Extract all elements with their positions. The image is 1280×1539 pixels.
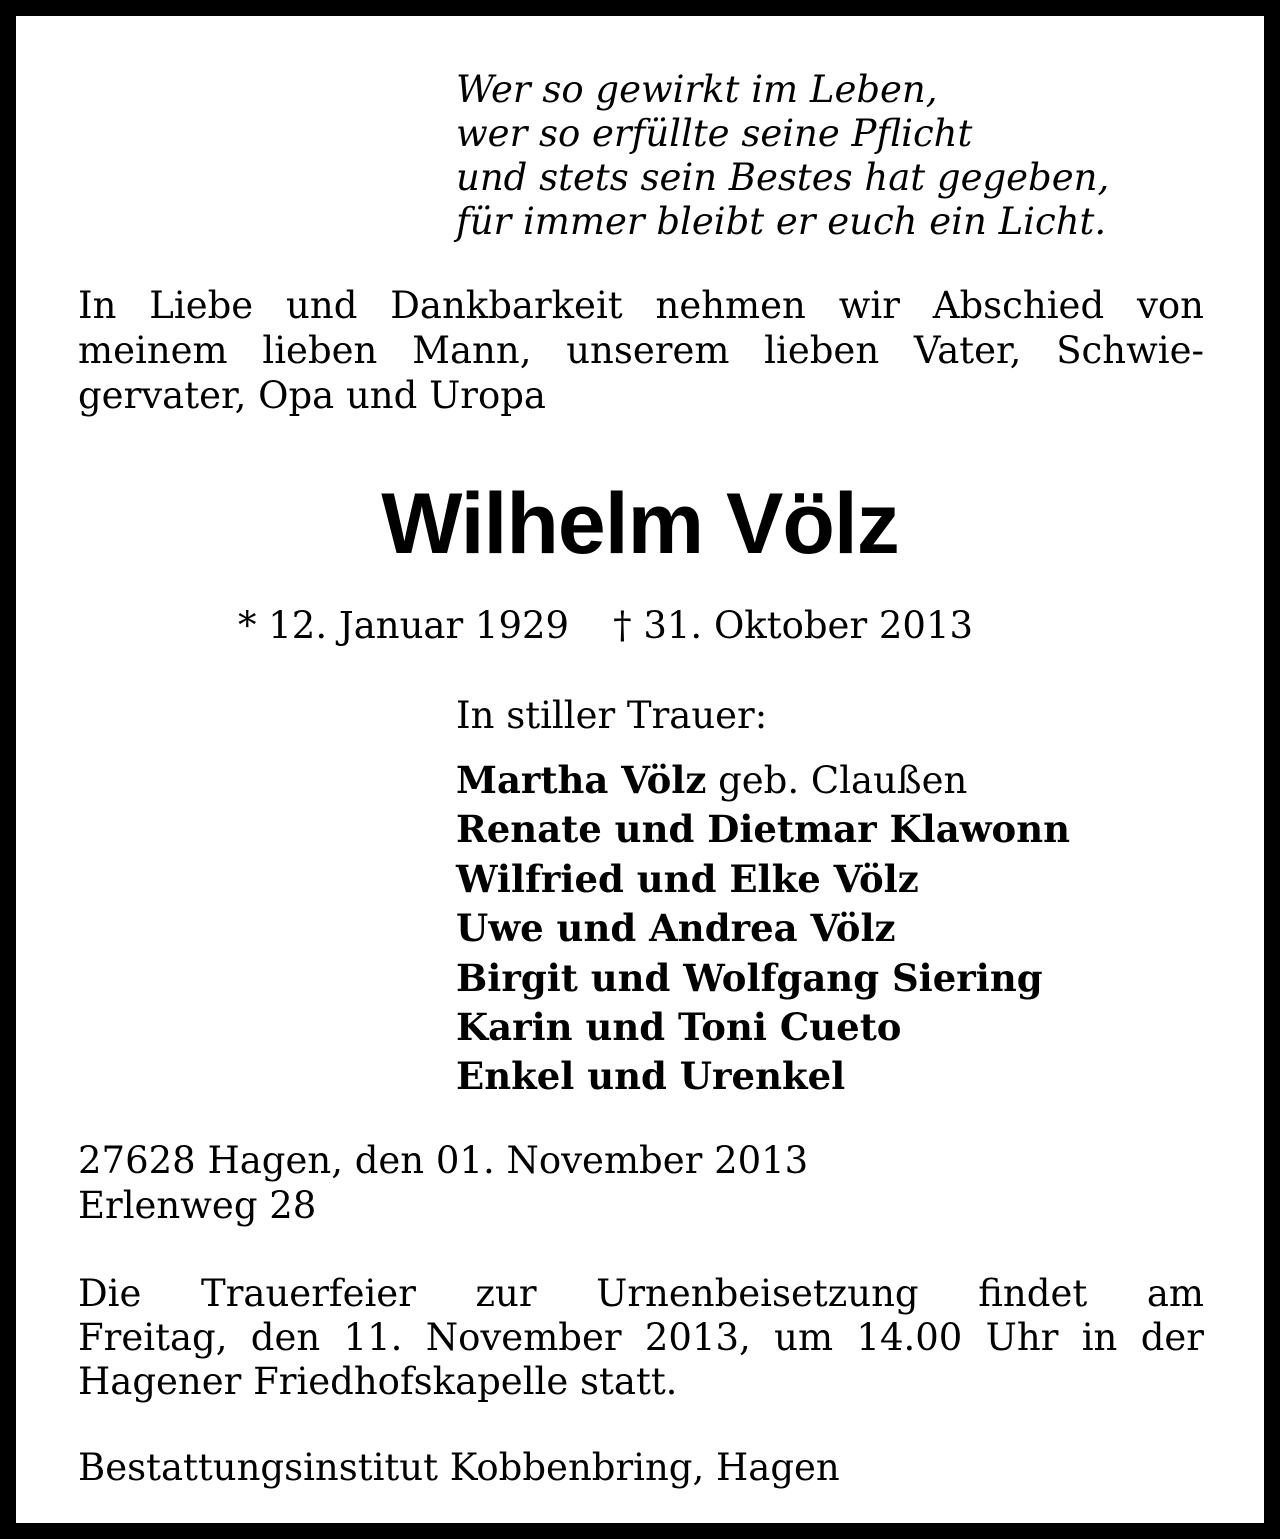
mourner-entry <box>456 756 1070 805</box>
mourner-entry <box>456 954 1070 1003</box>
mourner-name: Uwe und Andrea Völz <box>456 906 896 951</box>
mourner-list <box>456 756 1070 1102</box>
mourner-entry <box>456 1003 1070 1052</box>
mourner-entry <box>456 1052 1070 1101</box>
birth-date: * 12. Januar 1929 <box>238 604 570 647</box>
mourning-heading: In stiller Trauer: <box>456 694 768 737</box>
poem-line: Wer so gewirkt im Leben, <box>456 68 938 111</box>
ceremony-line: Freitag, den 11. November 2013, um 14.00 Uhr in der <box>78 1316 1204 1359</box>
mourner-entry <box>456 855 1070 904</box>
city-date: 27628 Hagen, den 01. November 2013 <box>78 1139 809 1182</box>
poem <box>456 68 1109 244</box>
mourner-entry <box>456 805 1070 854</box>
ceremony-line: Hagener Friedhofskapelle statt. <box>78 1360 678 1403</box>
mourner-name: Birgit und Wolfgang Siering <box>456 955 1043 1000</box>
street-address: Erlenweg 28 <box>78 1184 317 1227</box>
mourner-name: Renate und Dietmar Klawonn <box>456 807 1071 852</box>
mourner-name: Enkel und Urenkel <box>456 1054 846 1099</box>
farewell-line: In Liebe und Dankbarkeit nehmen wir Abschied von <box>78 284 1204 327</box>
life-dates <box>238 602 973 650</box>
poem-line: und stets sein Bestes hat gegeben, <box>456 156 1110 199</box>
farewell-line: gervater, Opa und Uropa <box>78 374 546 417</box>
mourner-entry <box>456 904 1070 953</box>
farewell-text <box>78 283 1204 418</box>
ceremony-text <box>78 1272 1204 1404</box>
mourner-note: geb. Claußen <box>706 759 968 802</box>
poem-line: wer so erfüllte seine Pflicht <box>456 112 973 155</box>
undertaker: Bestattungsinstitut Kobbenbring, Hagen <box>78 1446 840 1489</box>
ceremony-line: Die Trauerfeier zur Urnenbeisetzung findet am <box>78 1272 1204 1315</box>
place-and-date <box>78 1138 808 1228</box>
poem-line: für immer bleibt er euch ein Licht. <box>456 200 1107 243</box>
mourner-name: Martha Völz <box>456 758 707 802</box>
mourner-name: Karin und Toni Cueto <box>456 1004 902 1049</box>
mourner-name: Wilfried und Elke Völz <box>456 856 919 901</box>
farewell-line: meinem lieben Mann, unserem lieben Vater, Schwie- <box>78 329 1204 372</box>
deceased-name: Wilhelm Völz <box>381 476 899 572</box>
death-date: † 31. Oktober 2013 <box>613 604 974 647</box>
